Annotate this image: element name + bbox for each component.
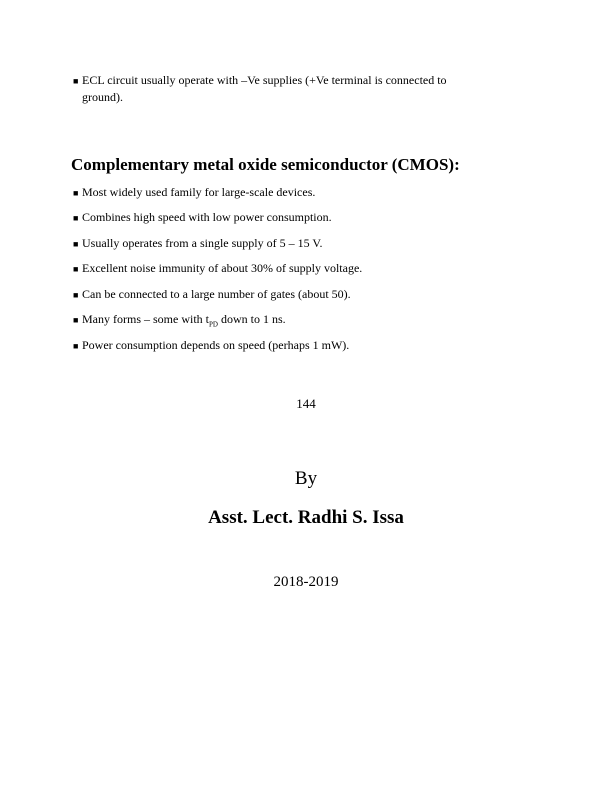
bullet-square-icon: ■ [73, 76, 79, 86]
bullet-square-icon: ■ [73, 341, 79, 351]
intro-line-2: ground). [82, 90, 123, 104]
cmos-heading: Complementary metal oxide semiconductor (CMOS): [71, 155, 460, 174]
intro-line-1 [73, 72, 447, 89]
bullet-square-icon: ■ [73, 290, 79, 300]
bullet-square-icon: ■ [73, 239, 79, 249]
list-item: ■ Usually operates from a single supply of 5 – 15 V. [73, 236, 323, 250]
list-item: ■ Many forms – some with $t_{PD}$ down to 1 ns. [73, 312, 286, 329]
list-item: ■ Power consumption depends on speed (perhaps 1 mW). [73, 338, 350, 352]
bullet-square-icon: ■ [73, 213, 79, 223]
list-item: ■ Excellent noise immunity of about 30% of supply voltage. [73, 261, 363, 275]
subscript-pd: PD [209, 320, 218, 329]
academic-year: 2018-2019 [273, 574, 339, 590]
intro-text-1: ECL circuit usually operate with –Ve supplies (+Ve terminal is connected to [82, 73, 447, 87]
page-number: 144 [296, 396, 316, 411]
list-item: ■ Combines high speed with low power consumption. [73, 210, 332, 224]
list-item: ■ Can be connected to a large number of gates (about 50). [73, 287, 351, 301]
bullet-square-icon: ■ [73, 188, 79, 198]
bullet-square-icon: ■ [73, 315, 79, 325]
bullet-square-icon: ■ [73, 264, 79, 274]
by-label: By [294, 468, 318, 489]
author-name: Asst. Lect. Radhi S. Issa [208, 507, 404, 528]
list-item: ■ Most widely used family for large-scale devices. [73, 185, 316, 199]
